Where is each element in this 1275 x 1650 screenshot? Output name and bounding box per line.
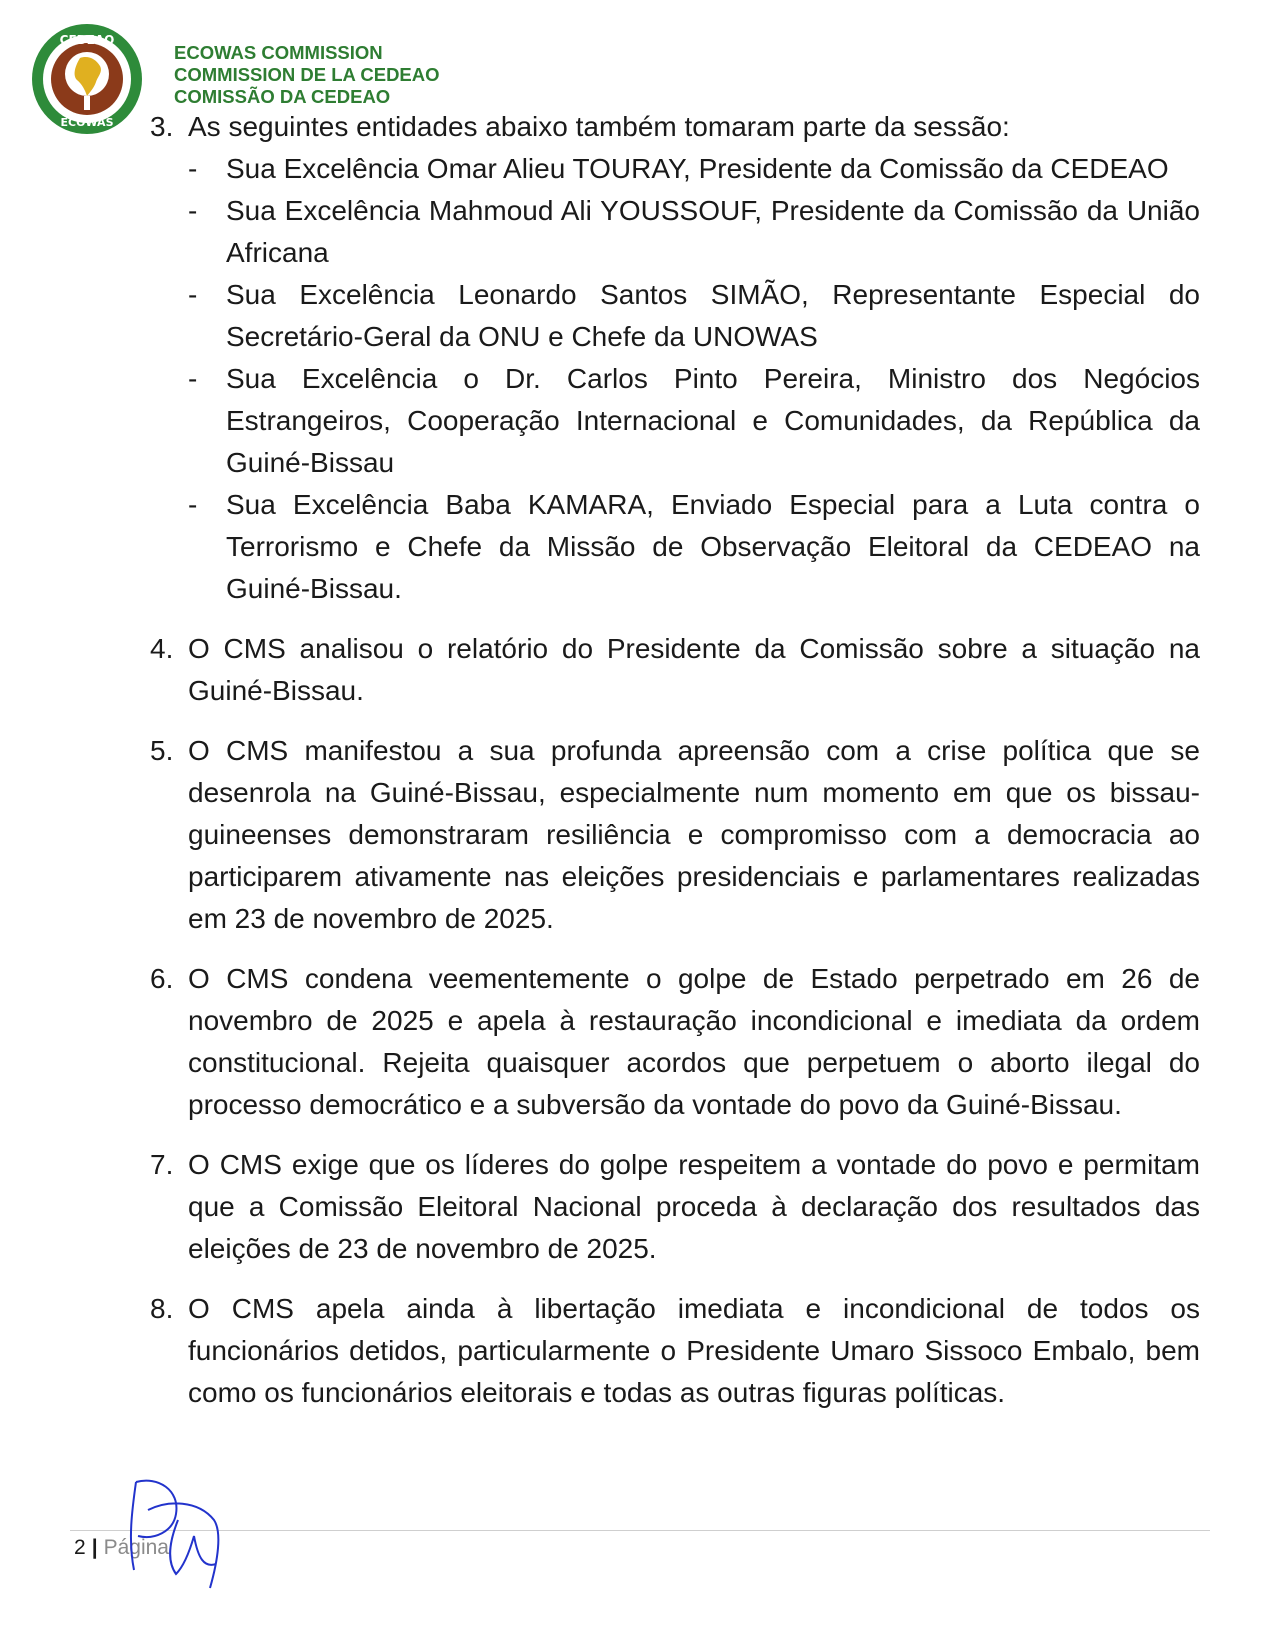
numbered-item [150,958,1200,1126]
item-text: O CMS manifestou a sua profunda apreensão com a crise política que se desenrola na Guiné-Bissau, especialmente num momento em que os bissau-guineenses demonstraram resiliência e compromisso com a democracia ao participarem ativamente nas eleições presidenciais e parlamentares realizadas em 23 de novembro de 2025. [188,735,1200,934]
numbered-item [150,1288,1200,1414]
item-number: 7. [150,1149,174,1180]
item-text: As seguintes entidades abaixo também tomaram parte da sessão: [188,111,1010,142]
list-item: - Sua Excelência o Dr. Carlos Pinto Pereira, Ministro dos Negócios Estrangeiros, Cooperação Internacional e Comunidades, da República da Guiné-Bissau [188,363,1200,478]
item-number: 5. [150,735,174,766]
handwritten-signature [118,1470,228,1590]
numbered-item [150,730,1200,940]
list-item: - Sua Excelência Mahmoud Ali YOUSSOUF, Presidente da Comissão da União Africana [188,195,1200,268]
numbered-item [150,106,1200,610]
item-text: O CMS exige que os líderes do golpe respeitem a vontade do povo e permitam que a Comissão Eleitoral Nacional proceda à declaração dos resultados das eleições de 23 de novembro de 2025. [188,1149,1200,1264]
item-number: 8. [150,1293,174,1324]
page-number: 2 [74,1536,86,1559]
document-body [150,106,1200,1414]
logo-text-bottom: ECOWAS [60,116,114,129]
numbered-item [150,1144,1200,1270]
ecowas-logo [30,22,144,134]
item-number: 6. [150,963,174,994]
footer-separator: | [91,1536,98,1559]
logo-text-top: CEDEAO [59,33,115,47]
list-item: - Sua Excelência Baba KAMARA, Enviado Especial para a Luta contra o Terrorismo e Chefe da Missão de Observação Eleitoral da CEDEAO na Guiné-Bissau. [188,489,1200,604]
attendee-list [188,148,1200,610]
item-text: O CMS analisou o relatório do Presidente da Comissão sobre a situação na Guiné-Bissau. [188,633,1200,706]
item-number: 3. [150,111,174,142]
list-item: - Sua Excelência Omar Alieu TOURAY, Presidente da Comissão da CEDEAO [188,153,1169,184]
org-line: COMISSÃO DA CEDEAO [174,86,391,107]
org-line: ECOWAS COMMISSION [174,42,383,63]
org-line: COMMISSION DE LA CEDEAO [174,64,440,85]
item-text: O CMS condena veementemente o golpe de Estado perpetrado em 26 de novembro de 2025 e apela à restauração incondicional e imediata da ordem constitucional. Rejeita quaisquer acordos que perpetuem o aborto ilegal do processo democrático e a subversão da vontade do povo da Guiné-Bissau. [188,963,1200,1120]
list-item: - Sua Excelência Leonardo Santos SIMÃO, Representante Especial do Secretário-Geral da ONU e Chefe da UNOWAS [188,279,1200,352]
item-text: O CMS apela ainda à libertação imediata e incondicional de todos os funcionários detidos, particularmente o Presidente Umaro Sissoco Embalo, bem como os funcionários eleitorais e todas as outras figuras políticas. [188,1293,1200,1408]
footer-divider [70,1530,1210,1531]
numbered-item [150,628,1200,712]
page-label: Página [103,1536,169,1559]
item-number: 4. [150,633,174,664]
